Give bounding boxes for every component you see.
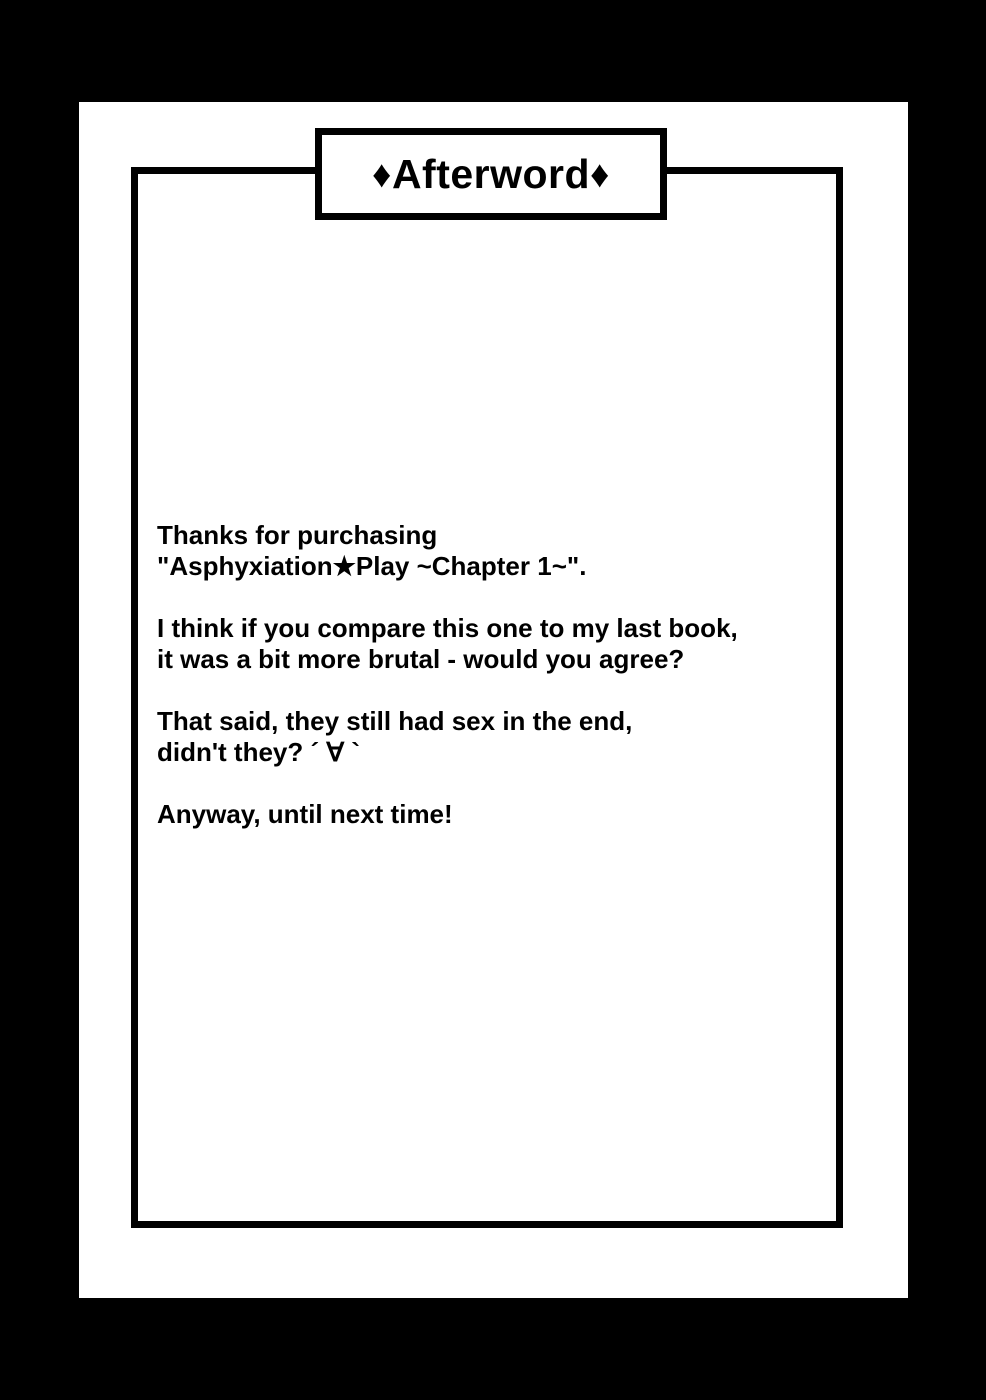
afterword-text-line: I think if you compare this one to my last book,: [157, 613, 738, 643]
afterword-title-box: [315, 128, 667, 220]
paragraph-comparison: [157, 613, 847, 675]
paragraph-thanks: [157, 520, 847, 582]
diamond-icon: ♦: [372, 154, 392, 196]
afterword-text-line: it was a bit more brutal - would you agree?: [157, 644, 685, 674]
afterword-text-line: Thanks for purchasing: [157, 520, 438, 550]
afterword-text-line: "Asphyxiation★Play ~Chapter 1~".: [157, 551, 587, 581]
afterword-page: [79, 102, 908, 1298]
afterword-body-text: [157, 520, 847, 861]
afterword-text-line: didn't they? ´ ∀ `: [157, 737, 361, 767]
afterword-text-line: That said, they still had sex in the end,: [157, 706, 633, 736]
paragraph-closing: [157, 799, 847, 830]
paragraph-that-said: [157, 706, 847, 768]
afterword-text-line: Anyway, until next time!: [157, 799, 453, 829]
diamond-icon: ♦: [590, 154, 610, 196]
afterword-title-label: Afterword: [391, 150, 591, 197]
